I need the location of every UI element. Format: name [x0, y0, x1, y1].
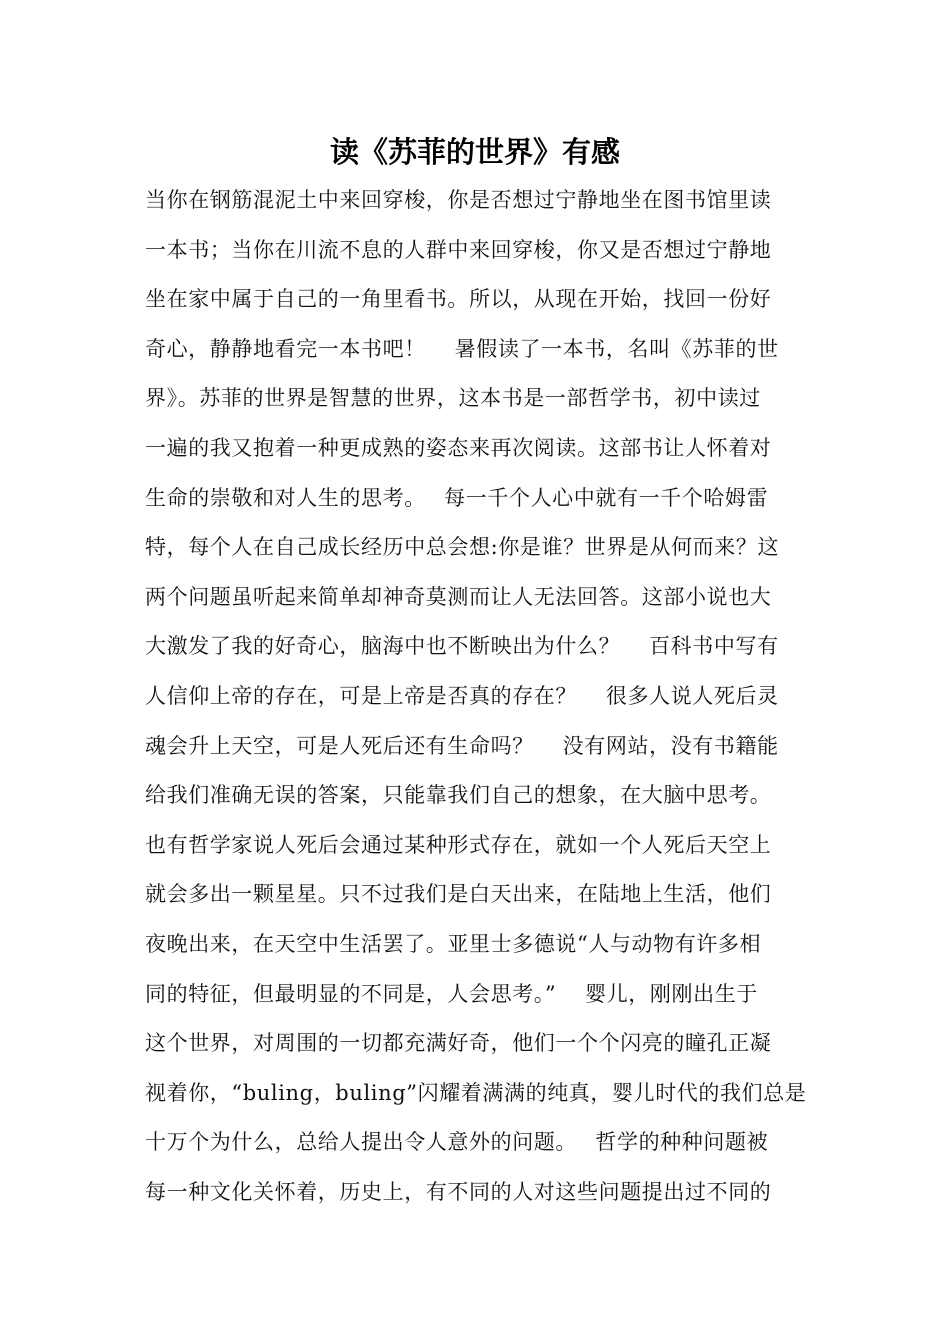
text-line: 人信仰上帝的存在，可是上帝是否真的存在？ 很多人说人死后灵: [145, 683, 779, 708]
text-line: 奇心，静静地看完一本书吧！ 暑假读了一本书，名叫《苏菲的世: [145, 336, 779, 361]
text-line: 也有哲学家说人死后会通过某种形式存在，就如一个人死后天空上: [145, 832, 772, 857]
text-line: 魂会升上天空，可是人死后还有生命吗？ 没有网站，没有书籍能: [145, 733, 779, 758]
text-line: 夜晚出来，在天空中生活罢了。亚里士多德说“人与动物有许多相: [145, 931, 762, 956]
text-line: 一遍的我又抱着一种更成熟的姿态来再次阅读。这部书让人怀着对: [145, 435, 772, 460]
text-line: 当你在钢筋混泥土中来回穿梭，你是否想过宁静地坐在图书馆里读: [145, 188, 772, 212]
text-line: 界》。苏菲的世界是智慧的世界，这本书是一部哲学书，初中读过: [145, 386, 761, 411]
text-line: 坐在家中属于自己的一角里看书。所以，从现在开始，找回一份好: [145, 287, 772, 312]
body-text: [145, 181, 810, 1222]
text-line: 每一种文化关怀着，历史上，有不同的人对这些问题提出过不同的: [145, 1179, 772, 1204]
text-line: 两个问题虽听起来简单却神奇莫测而让人无法回答。这部小说也大: [145, 584, 772, 609]
text-line: 这个世界，对周围的一切都充满好奇，他们一个个闪亮的瞳孔正凝: [145, 1031, 772, 1056]
text-line: 生命的崇敬和对人生的思考。 每一千个人心中就有一千个哈姆雷: [145, 485, 769, 510]
text-line: 特，每个人在自己成长经历中总会想:你是谁？世界是从何而来？这: [145, 535, 780, 560]
text-line: 大激发了我的好奇心，脑海中也不断映出为什么？ 百科书中写有: [145, 634, 779, 659]
text-line: 同的特征，但最明显的不同是，人会思考。” 婴儿，刚刚出生于: [145, 981, 758, 1006]
text-line: 就会多出一颗星星。只不过我们是白天出来，在陆地上生活，他们: [145, 882, 772, 907]
text-line: 一本书；当你在川流不息的人群中来回穿梭，你又是否想过宁静地: [145, 237, 772, 262]
text-line: 视着你，“buling，buling”闪耀着满满的纯真，婴儿时代的我们总是: [145, 1080, 807, 1105]
text-line: 给我们准确无误的答案，只能靠我们自己的想象，在大脑中思考。: [145, 783, 772, 808]
page-title: 读《苏菲的世界》有感: [329, 135, 620, 169]
text-line: 十万个为什么，总给人提出令人意外的问题。 哲学的种种问题被: [145, 1130, 769, 1155]
